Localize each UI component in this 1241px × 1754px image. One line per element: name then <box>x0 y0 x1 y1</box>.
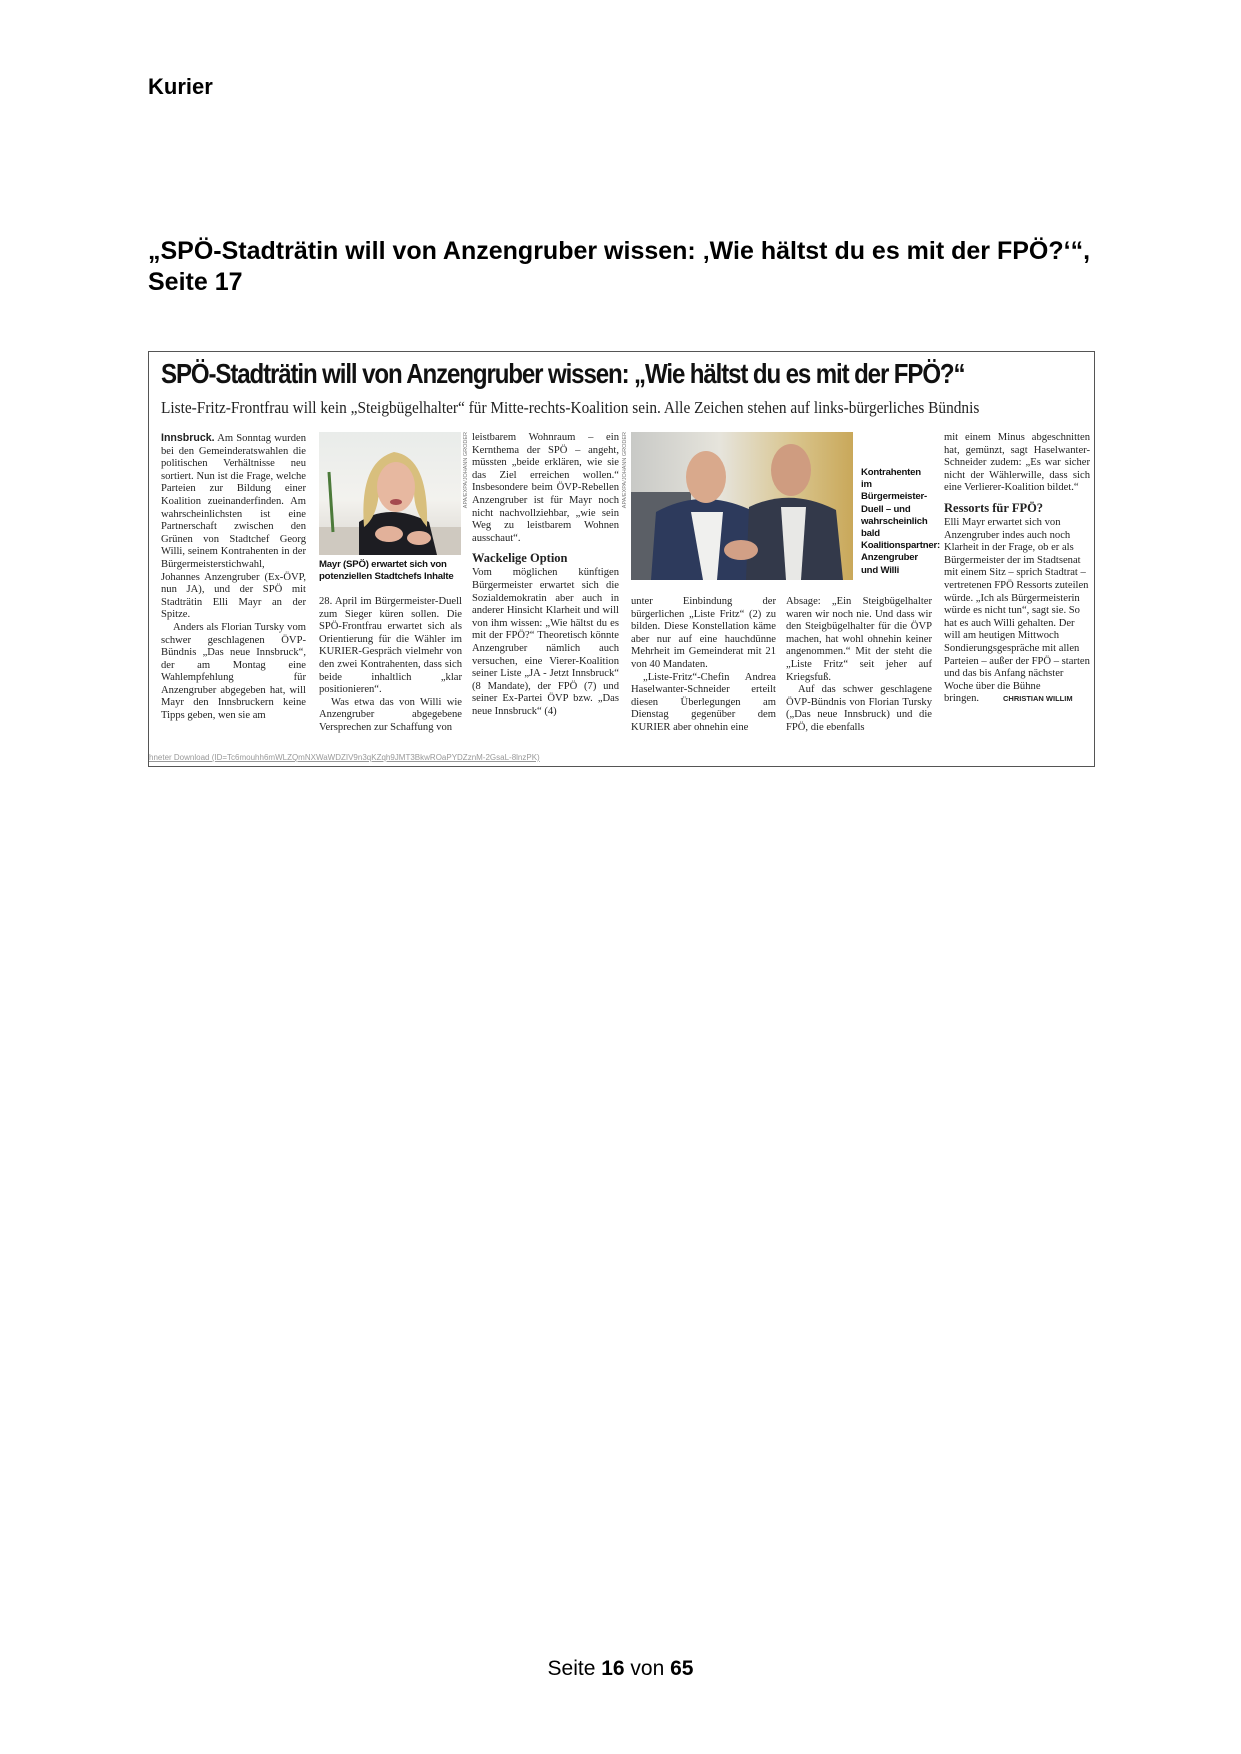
dateline: Innsbruck. <box>161 432 215 444</box>
photo-caption: Mayr (SPÖ) erwartet sich von potenziellen Stadtchefs Inhalte <box>319 559 454 583</box>
paragraph: mit einem Minus abgeschnitten hat, gemünzt, sagt Haselwanter-Schneider zudem: „Es war sicher nicht der Wählerwille, dass sich eine Verlierer-Koalition bildet.“ <box>944 432 1090 494</box>
column-5 <box>786 596 932 735</box>
source-name: Kurier <box>148 74 213 99</box>
pager-prefix: Seite <box>547 1657 602 1680</box>
photo-caption: Kontrahenten im Bürgermeister-Duell – und wahrscheinlich bald Koalitionspartner: Anzengruber und Willi <box>861 467 941 576</box>
subheading: Ressorts für FPÖ? <box>944 500 1044 515</box>
portrait-image <box>319 432 461 555</box>
paragraph: Elli Mayr erwartet sich von Anzengruber indes auch noch Klarheit in der Frage, ob er als Bürgermeister der im Stadtsenat mit einem Sitz – sprich Stadtrat – vertretenen FPÖ Ressorts zuteilen würde. „Ich als Bürgermeisterin würde es nicht tun“, sagt sie. So hat es auch Willi gehalten. Der will am heutigen Mittwoch Sondierungsgespräche mit allen Parteien – außer der FPÖ – starten und das bis Anfang nächster Woche über die Bühne bringen. <box>944 516 1090 705</box>
newspaper-clipping <box>148 351 1095 767</box>
photo-credit: APA/EXPA/JOHANN GRODER <box>622 432 628 509</box>
paragraph: Vom möglichen künftigen Bürgermeister erwartet sich die Sozialdemokratin aber auch in anderer Hinsicht Klarheit und will von ihm wissen: „Wie hältst du es mit der FPÖ?“ Theoretisch könnte Anzengruber nämlich auch versuchen, eine Vierer-Koalition seiner Liste „JA - Jetzt Innsbruck“ (8 Mandate), der FPÖ (7) und seiner Ex-Partei ÖVP bzw. „Das neue Innsbruck“ (4) <box>472 567 619 717</box>
pager-middle: von <box>624 1657 671 1680</box>
column-6 <box>944 432 1090 706</box>
paragraph: „Liste-Fritz“-Chefin Andrea Haselwanter-Schneider erteilt diesen Überlegungen am Dienstag gegenüber dem KURIER aber ohnehin eine <box>631 671 776 733</box>
download-note: hneter Download (ID=Tc6mouhh6mWLZQmNXWaWDZIV9n3qKZqh9JMT3BkwROaPYDZznM-2GsaL-8lnzPK) <box>149 753 540 762</box>
current-page: 16 <box>601 1657 625 1680</box>
paragraph: 28. April im Bürgermeister-Duell zum Sieger küren sollen. Die SPÖ-Frontfrau erwartet sich als Orientierung für die Wähler im KURIER-Gespräch vielmehr von den zwei Kontrahenten, dass sich beide inhaltlich „klar positionieren“. <box>319 596 462 696</box>
paragraph: Was etwa das von Willi wie Anzengruber abgegebene Versprechen zur Schaffung von <box>319 696 462 733</box>
column-4 <box>631 596 776 735</box>
clipping-subtitle: Liste-Fritz-Frontfrau will kein „Steigbügelhalter“ für Mitte-rechts-Koalition sein. Alle Zeichen stehen auf links-bürgerliches Bündnis <box>161 398 980 417</box>
total-pages: 65 <box>670 1657 694 1680</box>
photo-anzengruber-willi <box>631 432 853 580</box>
page-number <box>0 1657 1241 1681</box>
clipping-headline: SPÖ-Stadträtin will von Anzengruber wissen: „Wie hältst du es mit der FPÖ?“ <box>161 358 965 389</box>
column-2 <box>319 596 462 735</box>
photo-mayr <box>319 432 461 555</box>
column-1 <box>161 432 306 723</box>
paragraph: leistbarem Wohnraum – ein Kernthema der SPÖ – angeht, müssten „beide erklären, wie sie das Ziel erreichen wollen.“ Insbesondere beim ÖVP-Rebellen Anzengruber ist für Mayr noch nicht nachvollziehbar, „wie sein Weg zu leistbarem Wohnen ausschaut“. <box>472 432 619 544</box>
article-heading: „SPÖ-Stadträtin will von Anzengruber wissen: ‚Wie hältst du es mit der FPÖ?‘“, Seite 17 <box>148 237 1091 296</box>
subheading: Wackelige Option <box>472 551 568 566</box>
author: CHRISTIAN WILLIM <box>1003 694 1073 704</box>
paragraph: unter Einbindung der bürgerlichen „Liste Fritz“ (2) zu bilden. Diese Konstellation käme aber nur auf eine hauchdünne Mehrheit im Gemeinderat mit 21 von 40 Mandaten. <box>631 596 776 670</box>
column-3 <box>472 432 619 718</box>
paragraph: Auf das schwer geschlagene ÖVP-Bündnis von Florian Tursky („Das neue Innsbruck) und die FPÖ, die ebenfalls <box>786 684 932 733</box>
photo-credit: APA/EXPA/JOHANN GRODER <box>463 432 469 509</box>
paragraph: Anders als Florian Tursky vom schwer geschlagenen ÖVP-Bündnis „Das neue Innsbruck“, der am Montag eine Wahlempfehlung für Anzengruber abgegeben hat, will Mayr den Innsbruckern keine Tipps geben, wen sie am <box>161 621 306 722</box>
paragraph: Absage: „Ein Steigbügelhalter waren wir noch nie. Und dass wir den Steigbügelhalter für die ÖVP machen, hat wohl ohnehin keiner angenommen.“ Mit der steht die „Liste Fritz“ seit jeher auf Kriegsfuß. <box>786 596 932 683</box>
paragraph: Am Sonntag wurden bei den Gemeinderatswahlen die politischen Verhältnisse neu sortiert. Nun ist die Frage, welche Parteien zur Bildung einer Koalition zueinanderfinden. Am wahrscheinlichsten ist eine Partnerschaft zwischen den Grünen von Stadtchef Georg Willi, seinem Kontrahenten in der Bürgermeisterstichwahl, Johannes Anzengruber (Ex-ÖVP, nun JA), und der SPÖ mit Stadträtin Elli Mayr an der Spitze. <box>161 433 306 621</box>
handshake-image <box>631 432 853 580</box>
